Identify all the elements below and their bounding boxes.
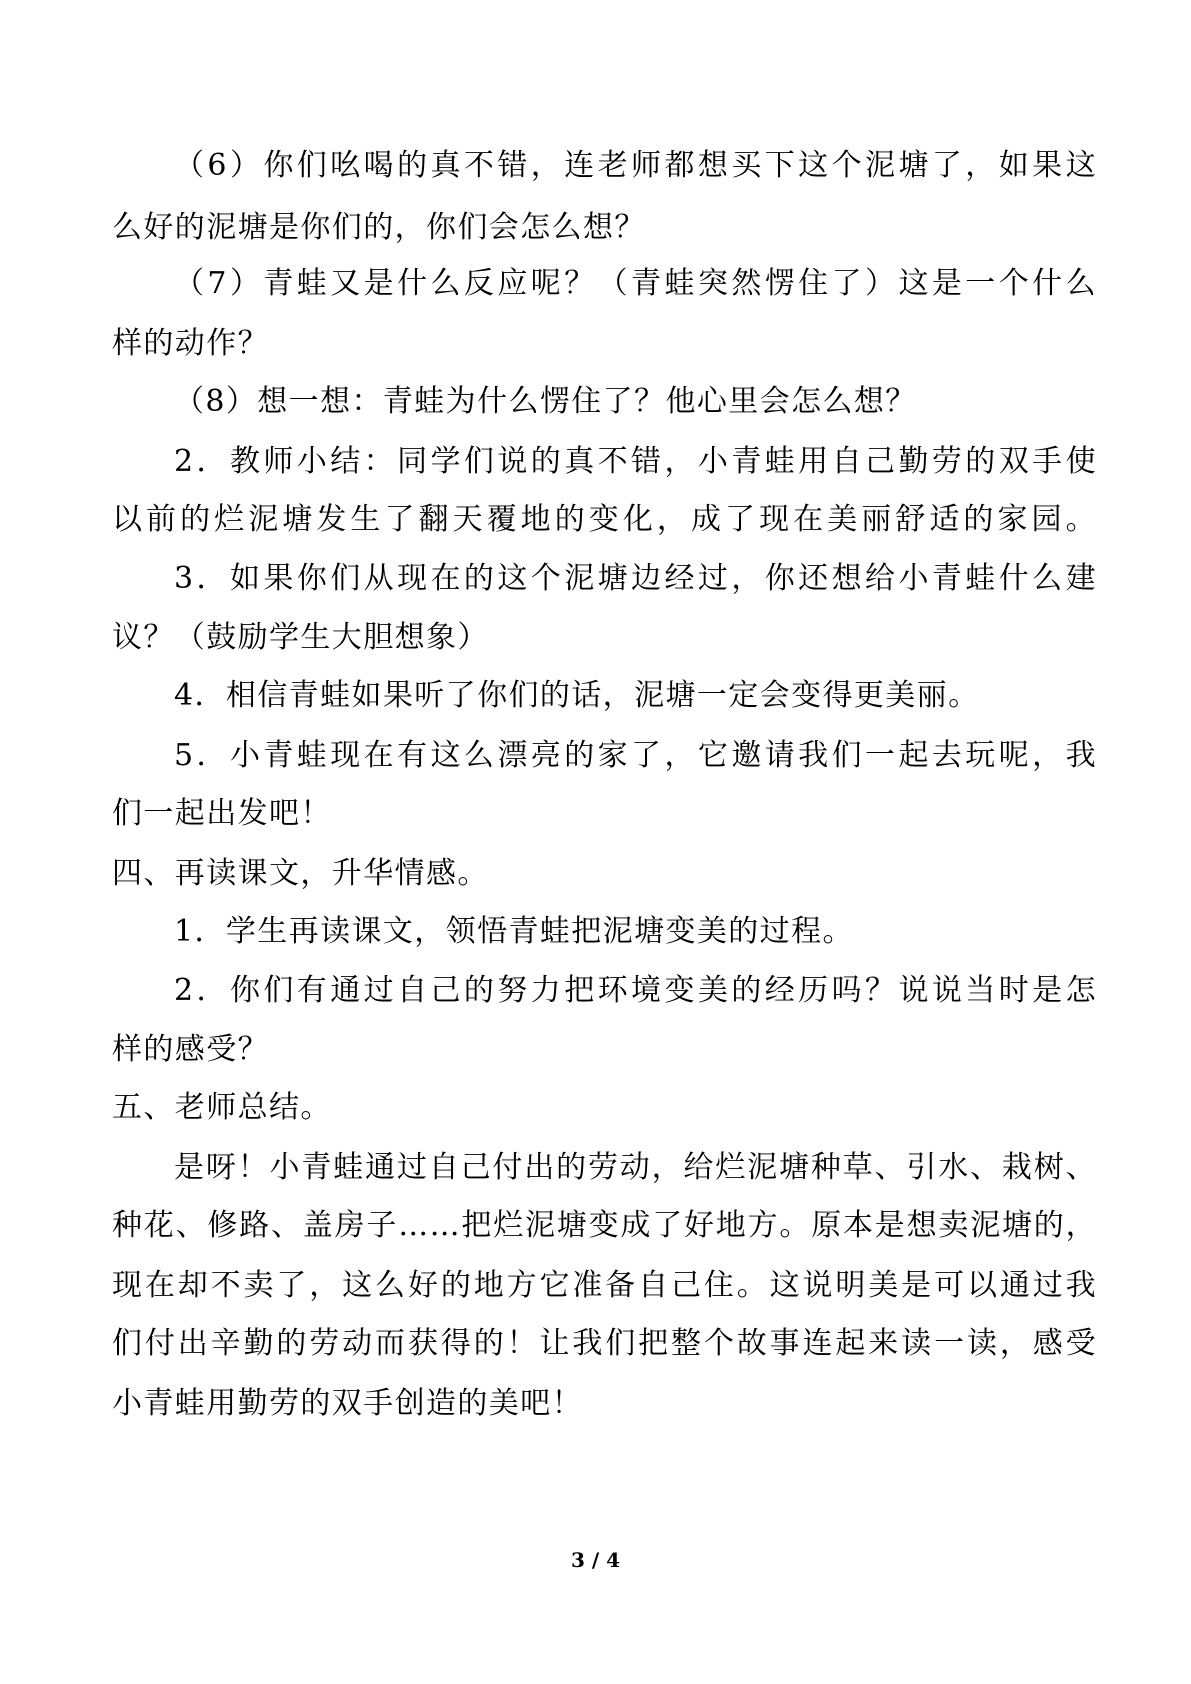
paragraph-line: 3．如果你们从现在的这个泥塘边经过，你还想给小青蛙什么建 [174,561,1097,596]
paragraph-line: 以前的烂泥塘发生了翻天覆地的变化，成了现在美丽舒适的家园。 [112,502,1097,537]
paragraph-line: 2．你们有通过自己的努力把环境变美的经历吗？说说当时是怎 [174,973,1097,1008]
section-heading: 五、老师总结。 [112,1090,332,1125]
page-number: 3 / 4 [570,1548,621,1572]
paragraph-line: 们一起出发吧！ [112,796,332,831]
paragraph-line: 议？（鼓励学生大胆想象） [112,620,489,655]
paragraph-line: 1．学生再读课文，领悟青蛙把泥塘变美的过程。 [174,914,854,949]
section-heading: 四、再读课文，升华情感。 [112,856,489,891]
paragraph-line: （6）你们吆喝的真不错，连老师都想买下这个泥塘了，如果这 [174,148,1097,183]
paragraph-line: 5．小青蛙现在有这么漂亮的家了，它邀请我们一起去玩呢，我 [174,738,1097,773]
paragraph-line: 4．相信青蛙如果听了你们的话，泥塘一定会变得更美丽。 [174,678,980,713]
paragraph-line: 样的动作？ [112,326,269,361]
paragraph-line: （8）想一想：青蛙为什么愣住了？他心里会怎么想？ [174,384,917,419]
paragraph-line: 样的感受？ [112,1032,269,1067]
paragraph-line: 2．教师小结：同学们说的真不错，小青蛙用自己勤劳的双手使 [174,444,1097,479]
paragraph-line: 小青蛙用勤劳的双手创造的美吧！ [112,1386,583,1421]
paragraph-line: 种花、修路、盖房子……把烂泥塘变成了好地方。原本是想卖泥塘的， [112,1208,1097,1243]
paragraph-line: 么好的泥塘是你们的，你们会怎么想？ [112,210,646,245]
paragraph-line: 是呀！小青蛙通过自己付出的劳动，给烂泥塘种草、引水、栽树、 [174,1150,1097,1185]
paragraph-line: 们付出辛勤的劳动而获得的！让我们把整个故事连起来读一读，感受 [112,1326,1097,1361]
paragraph-line: （7）青蛙又是什么反应呢？（青蛙突然愣住了）这是一个什么 [174,266,1097,301]
paragraph-line: 现在却不卖了，这么好的地方它准备自己住。这说明美是可以通过我 [112,1268,1097,1303]
